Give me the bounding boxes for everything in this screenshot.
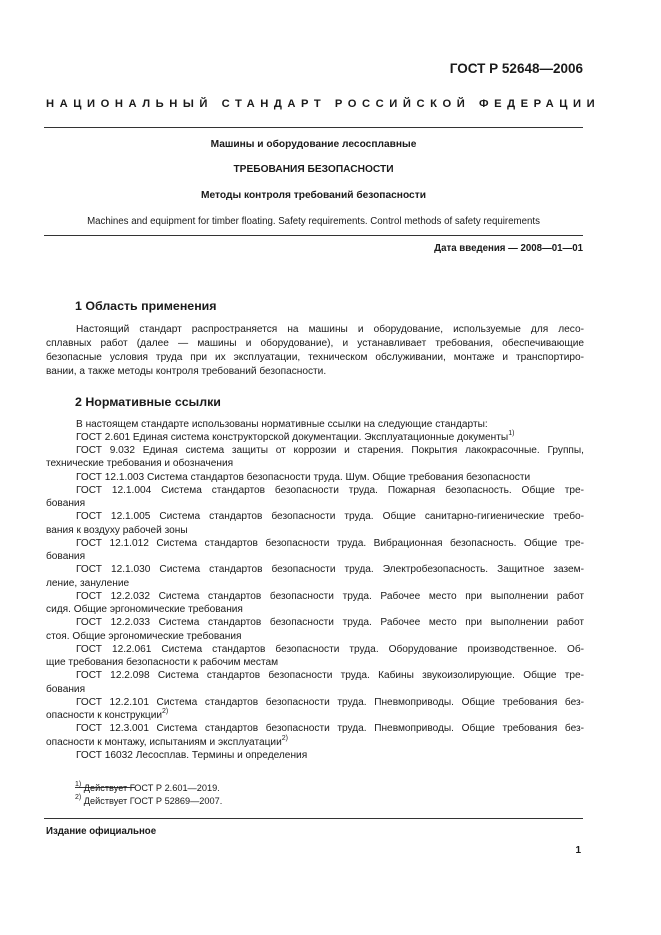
section-1-heading: 1 Область применения <box>75 299 217 313</box>
reference-line: ГОСТ 12.2.033 Система стандартов безопасности труда. Рабочее место при выполнении работ <box>76 617 584 628</box>
reference-text: опасности к конструкции <box>46 710 163 721</box>
introduction-date: Дата введения — 2008—01—01 <box>434 243 583 254</box>
reference-line: сидя. Общие эргономические требования <box>46 604 243 615</box>
reference-line: бования <box>46 551 86 562</box>
title-methods: Методы контроля требований безопасности <box>201 190 426 201</box>
reference-line: ГОСТ 12.1.005 Система стандартов безопасности труда. Общие санитарно-гигиенические требо- <box>76 511 584 522</box>
reference-line: ГОСТ 12.1.004 Система стандартов безопасности труда. Пожарная безопасность. Общие тре- <box>76 485 584 496</box>
reference-line: ГОСТ 9.032 Единая система защиты от коррозии и старения. Покрытия лакокрасочные. Группы, <box>76 445 584 456</box>
reference-line: щие требования безопасности к рабочим местам <box>46 657 279 668</box>
paragraph-line: сплавных работ (далее — машины и оборудование), и устанавливает требования, обеспечивающие <box>46 337 584 349</box>
reference-line: ГОСТ 12.1.030 Система стандартов безопасности труда. Электробезопасность. Защитное зазем- <box>76 564 584 575</box>
title-english: Machines and equipment for timber floating. Safety requirements. Control methods of safety requirements <box>87 216 540 227</box>
reference-line: стоя. Общие эргономические требования <box>46 631 242 642</box>
footnote-1 <box>75 783 220 793</box>
reference-line: ление, зануление <box>46 578 130 589</box>
reference-line: вания к воздуху рабочей зоны <box>46 525 188 536</box>
footnote-marker: 1) <box>508 430 515 437</box>
reference-line: ГОСТ 12.1.012 Система стандартов безопасности труда. Вибрационная безопасность. Общие тре- <box>76 538 584 549</box>
reference-line <box>46 710 584 721</box>
reference-line: бования <box>46 684 86 695</box>
paragraph-line: вании, а также методы контроля требований безопасности. <box>46 365 327 377</box>
reference-line: ГОСТ 12.2.101 Система стандартов безопасности труда. Пневмоприводы. Общие требования без- <box>76 697 584 708</box>
edition-rule <box>44 818 583 819</box>
reference-line: ГОСТ 12.1.003 Система стандартов безопасности труда. Шум. Общие требования безопасности <box>76 472 531 483</box>
footnote-text: Действует ГОСТ Р 2.601—2019. <box>81 783 220 793</box>
footnote-text: Действует ГОСТ Р 52869—2007. <box>81 796 223 806</box>
reference-line: ГОСТ 12.2.098 Система стандартов безопасности труда. Кабины звукоизолирующие. Общие тре- <box>76 670 584 681</box>
paragraph-line: Настоящий стандарт распространяется на машины и оборудование, используемые для лесо- <box>76 324 584 335</box>
footnote-2 <box>75 796 222 806</box>
title-requirements: ТРЕБОВАНИЯ БЕЗОПАСНОСТИ <box>233 164 394 175</box>
footnote-marker: 2) <box>75 794 82 801</box>
national-standard-banner: НАЦИОНАЛЬНЫЙ СТАНДАРТ РОССИЙСКОЙ ФЕДЕРАЦИИ <box>46 98 601 110</box>
reference-line: ГОСТ 12.3.001 Система стандартов безопасности труда. Пневмоприводы. Общие требования без- <box>76 723 584 734</box>
title-rule <box>44 235 583 236</box>
reference-line: бования <box>46 498 86 509</box>
page-number: 1 <box>575 845 581 856</box>
reference-text: опасности к монтажу, испытаниям и эксплуатации <box>46 737 282 748</box>
section-1-paragraph <box>46 323 584 379</box>
reference-line: технические требования и обозначения <box>46 458 234 469</box>
title-machines: Машины и оборудование лесосплавные <box>210 139 417 150</box>
reference-line: ГОСТ 12.2.032 Система стандартов безопасности труда. Рабочее место при выполнении работ <box>76 591 584 602</box>
reference-line: ГОСТ 16032 Лесосплав. Термины и определения <box>76 750 308 761</box>
reference-line <box>46 737 584 748</box>
reference-line <box>76 432 584 443</box>
section-2-heading: 2 Нормативные ссылки <box>75 395 221 409</box>
paragraph-line: безопасные условия труда при их эксплуатации, техническом обслуживании, монтаже и транспортиро- <box>46 351 584 363</box>
reference-line: ГОСТ 12.2.061 Система стандартов безопасности труда. Оборудование производственное. Об- <box>76 644 584 655</box>
footnote-marker: 2) <box>162 708 169 715</box>
footnote-marker: 2) <box>281 735 288 742</box>
gost-id: ГОСТ Р 52648—2006 <box>449 61 583 76</box>
footnote-marker: 1) <box>75 781 82 788</box>
references-intro: В настоящем стандарте использованы нормативные ссылки на следующие стандарты: <box>76 419 488 430</box>
header-rule <box>44 127 583 128</box>
official-edition-label: Издание официальное <box>46 826 157 837</box>
reference-text: ГОСТ 2.601 Единая система конструкторской документации. Эксплуатационные документы <box>76 432 509 443</box>
